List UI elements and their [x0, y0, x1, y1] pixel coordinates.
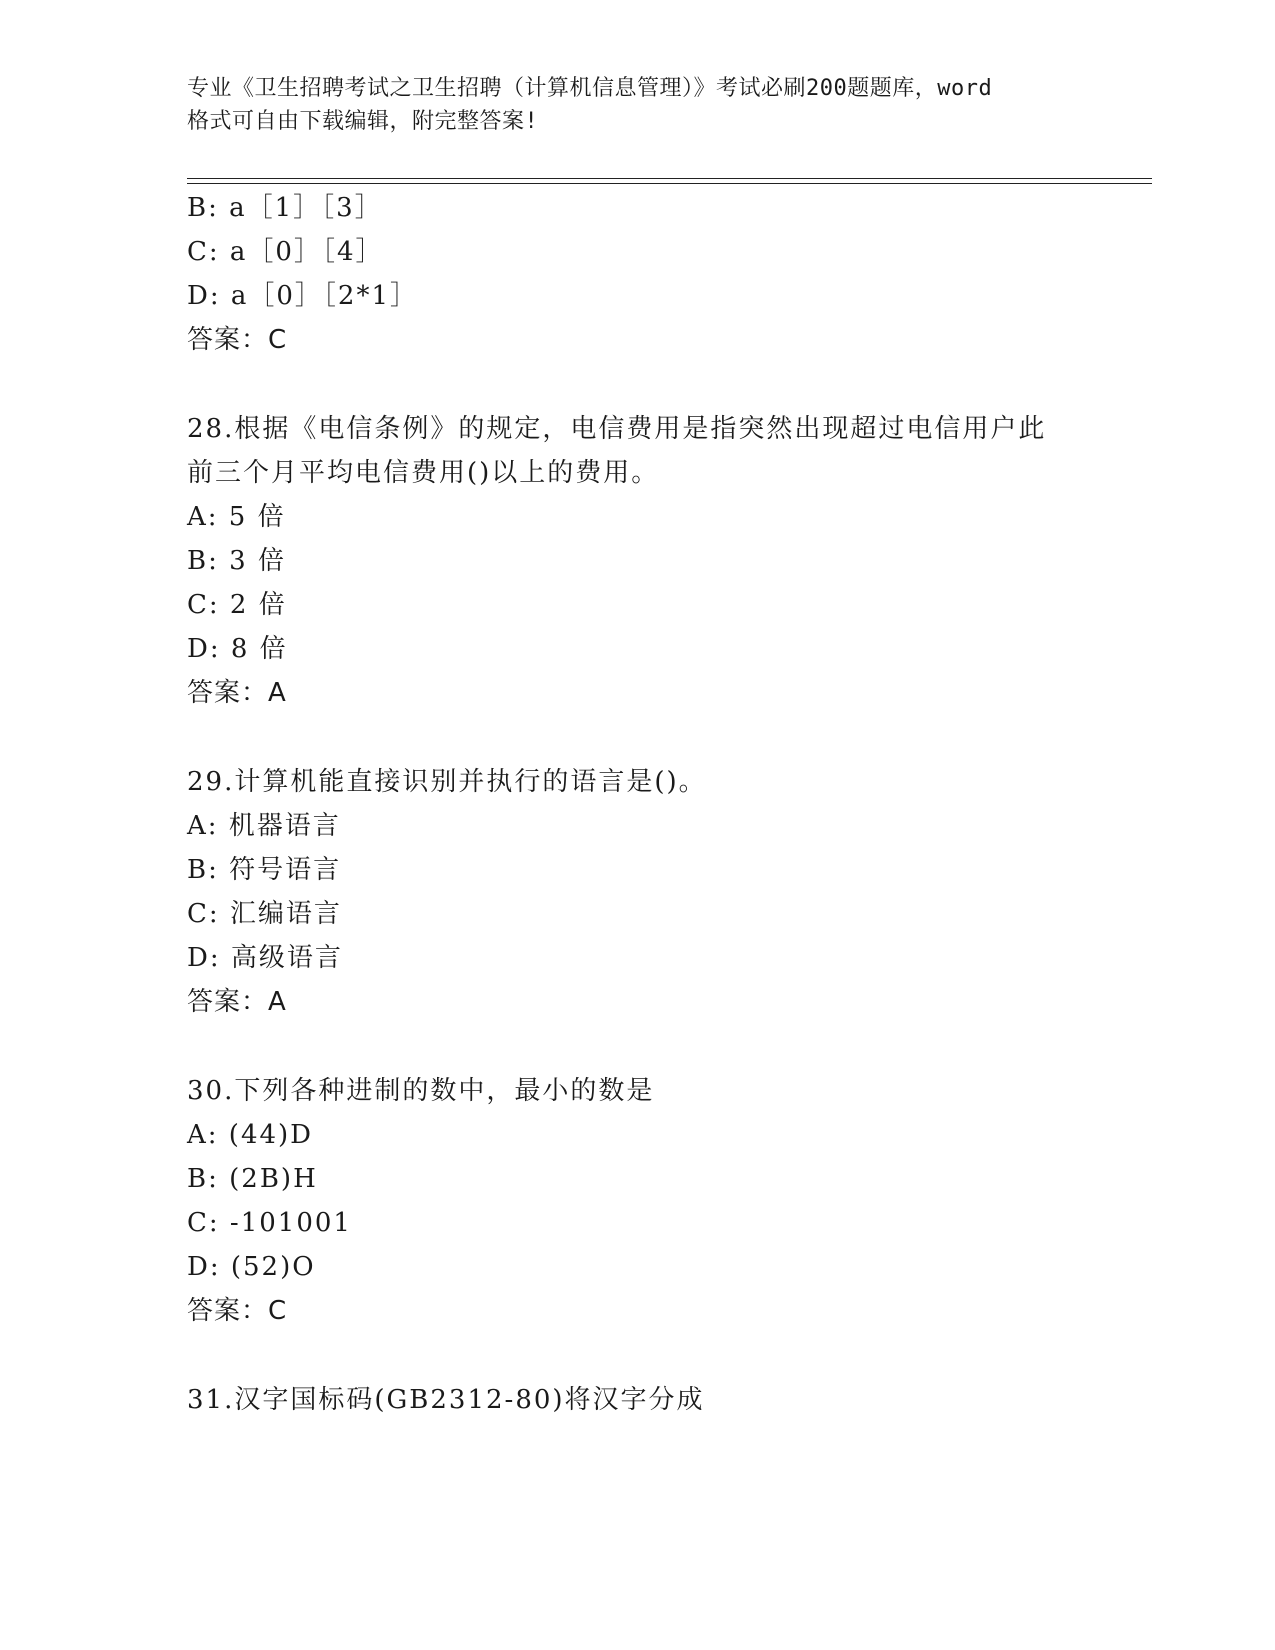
q30-answer: 答案：C — [187, 1296, 288, 1326]
document-header — [187, 72, 1087, 138]
q30-option-d: D: (52)O — [187, 1252, 316, 1282]
q29-option-a: A: 机器语言 — [187, 811, 341, 841]
q29-answer: 答案：A — [187, 987, 287, 1017]
q28-option-b: B: 3 倍 — [187, 546, 286, 576]
q30-option-b: B: (2B)H — [187, 1164, 318, 1194]
q27-option-b: B: a［1］［3］ — [187, 193, 383, 223]
q31-stem: 31.汉字国标码(GB2312-80)将汉字分成 — [187, 1385, 705, 1415]
header-line-1: 专业《卫生招聘考试之卫生招聘（计算机信息管理）》考试必刷200题题库，word — [187, 76, 993, 101]
header-divider-bottom — [187, 183, 1152, 184]
q28-stem-line-1: 28.根据《电信条例》的规定，电信费用是指突然出现超过电信用户此 — [187, 414, 1047, 444]
q29-stem: 29.计算机能直接识别并执行的语言是()。 — [187, 767, 707, 797]
q30-option-a: A: (44)D — [187, 1120, 314, 1150]
header-line-2: 格式可自由下载编辑，附完整答案! — [187, 109, 539, 134]
q28-answer: 答案：A — [187, 678, 287, 708]
q28-option-a: A: 5 倍 — [187, 502, 286, 532]
q28-option-d: D: 8 倍 — [187, 634, 288, 664]
q30-stem: 30.下列各种进制的数中，最小的数是 — [187, 1076, 655, 1106]
q28-stem-line-2: 前三个月平均电信费用()以上的费用。 — [187, 458, 660, 488]
header-divider-top — [187, 178, 1152, 179]
q29-option-b: B: 符号语言 — [187, 855, 342, 885]
q27-answer: 答案：C — [187, 325, 288, 355]
q30-option-c: C: -101001 — [187, 1208, 352, 1238]
q29-option-c: C: 汇编语言 — [187, 899, 342, 929]
q29-option-d: D: 高级语言 — [187, 943, 343, 973]
q28-option-c: C: 2 倍 — [187, 590, 287, 620]
q27-option-c: C: a［0］［4］ — [187, 237, 384, 267]
q27-option-d: D: a［0］［2*1］ — [187, 281, 418, 311]
